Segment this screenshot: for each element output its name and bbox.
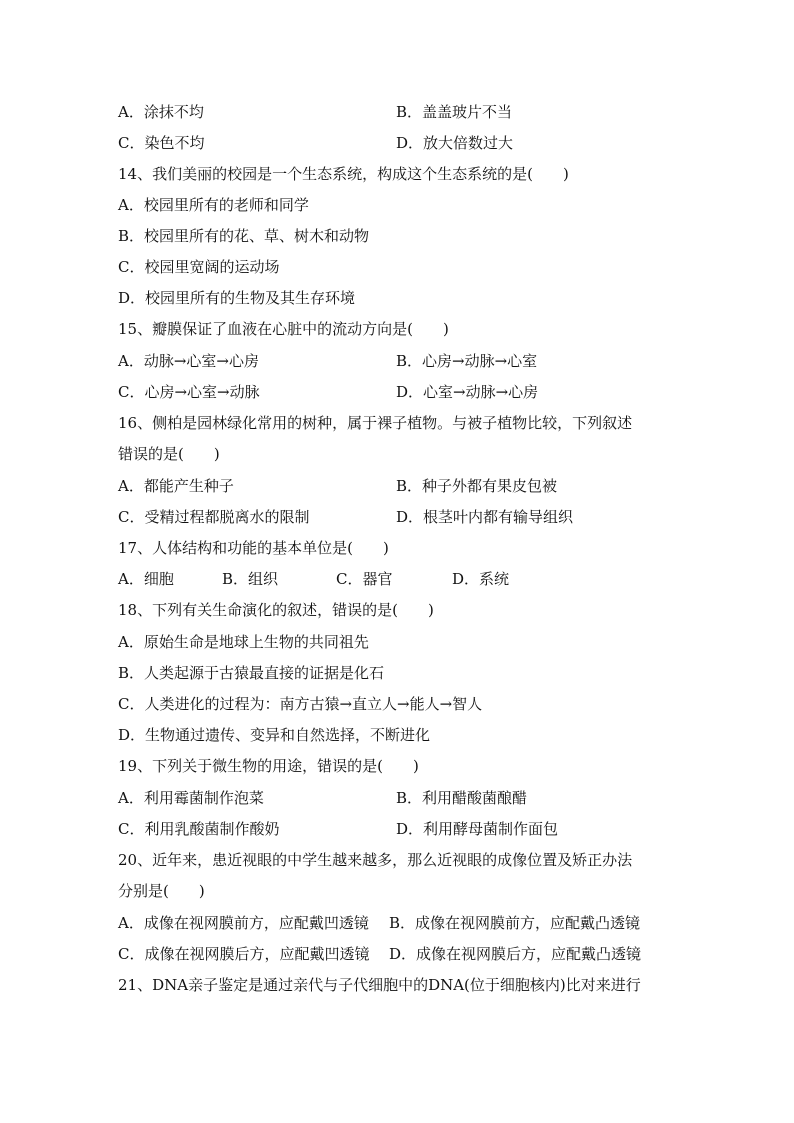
q19-option-c: C．利用乳酸菌制作酸奶	[118, 820, 280, 838]
q14-option-a-row	[0, 193, 794, 217]
q13-option-a: A．涂抹不均	[118, 103, 204, 121]
q19-options-row1	[0, 786, 794, 810]
q14-option-c-row	[0, 255, 794, 279]
q13-options-row2	[0, 131, 794, 155]
q13-option-c: C．染色不均	[118, 134, 205, 152]
q18-option-b-row	[0, 661, 794, 685]
q18-option-a-row	[0, 630, 794, 654]
q14-option-c: C．校园里宽阔的运动场	[118, 258, 280, 276]
question-stem: 17、人体结构和功能的基本单位是( )	[118, 539, 389, 557]
question-stem: 15、瓣膜保证了血液在心脏中的流动方向是( )	[118, 320, 449, 338]
q19-option-b: B．利用醋酸菌酿醋	[396, 789, 528, 807]
question-stem-continued: 分别是( )	[118, 882, 205, 900]
q18-stem	[0, 598, 794, 622]
q20-option-c: C．成像在视网膜后方，应配戴凹透镜	[118, 945, 370, 963]
q17-options-row	[0, 567, 794, 591]
question-stem: 20、近年来，患近视眼的中学生越来越多，那么近视眼的成像位置及矫正办法	[118, 851, 633, 869]
q15-option-b: B．心房→动脉→心室	[396, 352, 538, 370]
q20-options-row2	[0, 942, 794, 966]
q14-option-b-row	[0, 224, 794, 248]
q18-option-a: A．原始生命是地球上生物的共同祖先	[118, 633, 369, 651]
q19-option-a: A．利用霉菌制作泡菜	[118, 789, 264, 807]
q19-stem	[0, 754, 794, 778]
q20-option-d: D．成像在视网膜后方，应配戴凸透镜	[389, 945, 642, 963]
q16-option-b: B．种子外都有果皮包被	[396, 477, 558, 495]
q19-option-d: D．利用酵母菌制作面包	[396, 820, 559, 838]
question-stem: 18、下列有关生命演化的叙述，错误的是( )	[118, 601, 434, 619]
question-stem: 19、下列关于微生物的用途，错误的是( )	[118, 757, 419, 775]
q19-options-row2	[0, 817, 794, 841]
q14-option-a: A．校园里所有的老师和同学	[118, 196, 309, 214]
q20-options-row1	[0, 911, 794, 935]
q18-option-b: B．人类起源于古猿最直接的证据是化石	[118, 664, 385, 682]
q15-stem	[0, 317, 794, 341]
q14-stem	[0, 162, 794, 186]
q18-option-d: D．生物通过遗传、变异和自然选择，不断进化	[118, 726, 431, 744]
q17-option-d: D．系统	[452, 570, 510, 588]
q18-option-d-row	[0, 723, 794, 747]
q17-option-c: C．器官	[336, 570, 393, 588]
q15-option-d: D．心室→动脉→心房	[396, 383, 539, 401]
q18-option-c-row	[0, 692, 794, 716]
q13-option-d: D．放大倍数过大	[396, 134, 514, 152]
q17-option-b: B．组织	[222, 570, 279, 588]
q20-stem-line2	[0, 879, 794, 903]
q16-stem-line2	[0, 442, 794, 466]
q17-option-a: A．细胞	[118, 570, 174, 588]
q16-option-a: A．都能产生种子	[118, 477, 234, 495]
question-stem-continued: 错误的是( )	[118, 445, 220, 463]
q15-option-c: C．心房→心室→动脉	[118, 383, 260, 401]
q18-option-c: C．人类进化的过程为：南方古猿→直立人→能人→智人	[118, 695, 483, 713]
q21-stem-line1	[0, 973, 794, 997]
q16-stem-line1	[0, 411, 794, 435]
question-stem: 21、DNA亲子鉴定是通过亲代与子代细胞中的DNA(位于细胞核内)比对来进行	[118, 976, 641, 994]
question-stem: 14、我们美丽的校园是一个生态系统，构成这个生态系统的是( )	[118, 165, 569, 183]
q15-options-row2	[0, 380, 794, 404]
q13-option-b: B．盖盖玻片不当	[396, 103, 513, 121]
q16-options-row1	[0, 474, 794, 498]
q14-option-d: D．校园里所有的生物及其生存环境	[118, 289, 356, 307]
q20-stem-line1	[0, 848, 794, 872]
q14-option-b: B．校园里所有的花、草、树木和动物	[118, 227, 370, 245]
q20-option-b: B．成像在视网膜前方，应配戴凸透镜	[389, 914, 641, 932]
q13-options-row1	[0, 100, 794, 124]
q17-stem	[0, 536, 794, 560]
q20-option-a: A．成像在视网膜前方，应配戴凹透镜	[118, 914, 369, 932]
q14-option-d-row	[0, 286, 794, 310]
q15-options-row1	[0, 349, 794, 373]
q16-options-row2	[0, 505, 794, 529]
q16-option-c: C．受精过程都脱离水的限制	[118, 508, 310, 526]
q15-option-a: A．动脉→心室→心房	[118, 352, 259, 370]
question-stem: 16、侧柏是园林绿化常用的树种，属于裸子植物。与被子植物比较，下列叙述	[118, 414, 633, 432]
q16-option-d: D．根茎叶内都有输导组织	[396, 508, 574, 526]
